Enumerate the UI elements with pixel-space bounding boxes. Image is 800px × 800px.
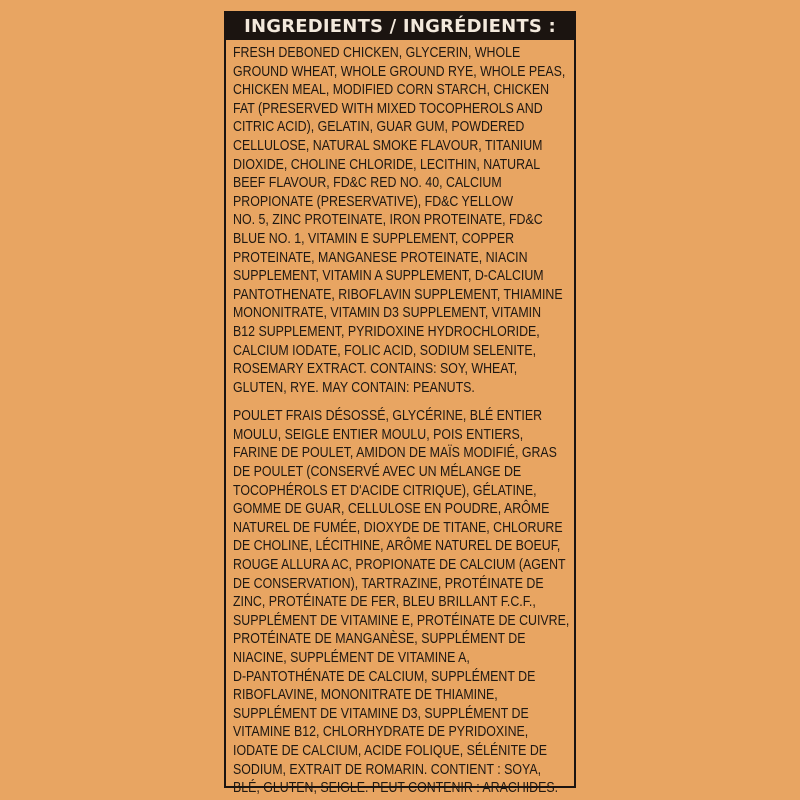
ingredient-line-en: NO. 5, ZINC PROTEINATE, IRON PROTEINATE, FD&C — [233, 212, 543, 229]
ingredient-line-fr: IODATE DE CALCIUM, ACIDE FOLIQUE, SÉLÉNITE DE — [233, 742, 548, 759]
ingredient-line-en: SUPPLEMENT, VITAMIN A SUPPLEMENT, D-CALCIUM — [233, 268, 544, 285]
ingredients-english — [233, 44, 573, 397]
ingredient-line-fr: DE CONSERVATION), TARTRAZINE, PROTÉINATE DE — [233, 575, 544, 592]
ingredients-french — [233, 407, 573, 797]
ingredient-line-fr: ROUGE ALLURA AC, PROPIONATE DE CALCIUM (AGENT — [233, 557, 566, 574]
ingredient-line-en: PROPIONATE (PRESERVATIVE), FD&C YELLOW — [233, 193, 514, 210]
ingredients-panel — [224, 11, 576, 797]
ingredient-line-en: BLUE NO. 1, VITAMIN E SUPPLEMENT, COPPER — [233, 230, 515, 247]
ingredients-title: INGREDIENTS / INGRÉDIENTS : — [244, 16, 556, 37]
ingredient-line-en: CELLULOSE, NATURAL SMOKE FLAVOUR, TITANIUM — [233, 137, 543, 154]
ingredient-line-en: CITRIC ACID), GELATIN, GUAR GUM, POWDERED — [233, 119, 525, 136]
ingredient-line-fr: NATUREL DE FUMÉE, DIOXYDE DE TITANE, CHLORURE — [233, 519, 563, 536]
ingredient-line-fr: POULET FRAIS DÉSOSSÉ, GLYCÉRINE, BLÉ ENTIER — [233, 408, 543, 425]
ingredient-line-en: PROTEINATE, MANGANESE PROTEINATE, NIACIN — [233, 249, 528, 266]
ingredients-body — [226, 40, 574, 798]
ingredient-line-fr: BLÉ, GLUTEN, SEIGLE. PEUT CONTENIR : ARACHIDES. — [233, 780, 559, 797]
ingredient-line-en: CHICKEN MEAL, MODIFIED CORN STARCH, CHICKEN — [233, 82, 550, 99]
ingredient-line-en: ROSEMARY EXTRACT. CONTAINS: SOY, WHEAT, — [233, 361, 518, 378]
ingredient-line-en: MONONITRATE, VITAMIN D3 SUPPLEMENT, VITAMIN — [233, 305, 542, 322]
ingredient-line-en: FRESH DEBONED CHICKEN, GLYCERIN, WHOLE — [233, 45, 521, 61]
ingredient-line-fr: SUPPLÉMENT DE VITAMINE D3, SUPPLÉMENT DE — [233, 705, 529, 722]
ingredient-line-en: FAT (PRESERVED WITH MIXED TOCOPHEROLS AND — [233, 100, 543, 117]
ingredient-line-fr: GOMME DE GUAR, CELLULOSE EN POUDRE, ARÔME — [233, 501, 550, 518]
ingredients-header — [226, 13, 574, 40]
ingredient-line-fr: DE POULET (CONSERVÉ AVEC UN MÉLANGE DE — [233, 464, 522, 481]
ingredient-line-en: B12 SUPPLEMENT, PYRIDOXINE HYDROCHLORIDE, — [233, 323, 540, 340]
ingredient-line-fr: ZINC, PROTÉINATE DE FER, BLEU BRILLANT F.C.F., — [233, 594, 536, 611]
ingredient-line-en: DIOXIDE, CHOLINE CHLORIDE, LECITHIN, NATURAL — [233, 156, 541, 173]
ingredient-line-en: CALCIUM IODATE, FOLIC ACID, SODIUM SELENITE, — [233, 342, 537, 359]
ingredient-line-fr: RIBOFLAVINE, MONONITRATE DE THIAMINE, — [233, 687, 498, 704]
ingredient-line-fr: VITAMINE B12, CHLORHYDRATE DE PYRIDOXINE, — [233, 724, 529, 741]
ingredient-line-fr: NIACINE, SUPPLÉMENT DE VITAMINE A, — [233, 650, 470, 666]
ingredient-line-en: GROUND WHEAT, WHOLE GROUND RYE, WHOLE PEAS, — [233, 63, 566, 80]
ingredient-line-fr: D-PANTOTHÉNATE DE CALCIUM, SUPPLÉMENT DE — [233, 668, 536, 685]
ingredient-line-fr: MOULU, SEIGLE ENTIER MOULU, POIS ENTIERS, — [233, 426, 524, 443]
ingredient-line-fr: SUPPLÉMENT DE VITAMINE E, PROTÉINATE DE CUIVRE, — [233, 612, 570, 629]
ingredient-line-fr: TOCOPHÉROLS ET D'ACIDE CITRIQUE), GÉLATINE, — [233, 482, 537, 499]
ingredient-line-fr: DE CHOLINE, LÉCITHINE, ARÔME NATUREL DE BOEUF, — [233, 538, 561, 555]
ingredient-line-en: GLUTEN, RYE. MAY CONTAIN: PEANUTS. — [233, 379, 475, 396]
ingredient-line-fr: PROTÉINATE DE MANGANÈSE, SUPPLÉMENT DE — [233, 631, 526, 648]
ingredient-line-en: PANTOTHENATE, RIBOFLAVIN SUPPLEMENT, THIAMINE — [233, 286, 563, 303]
ingredient-line-fr: SODIUM, EXTRAIT DE ROMARIN. CONTIENT : SOYA, — [233, 761, 542, 778]
ingredient-line-en: BEEF FLAVOUR, FD&C RED NO. 40, CALCIUM — [233, 175, 502, 192]
ingredient-line-fr: FARINE DE POULET, AMIDON DE MAÏS MODIFIÉ, GRAS — [233, 445, 557, 462]
